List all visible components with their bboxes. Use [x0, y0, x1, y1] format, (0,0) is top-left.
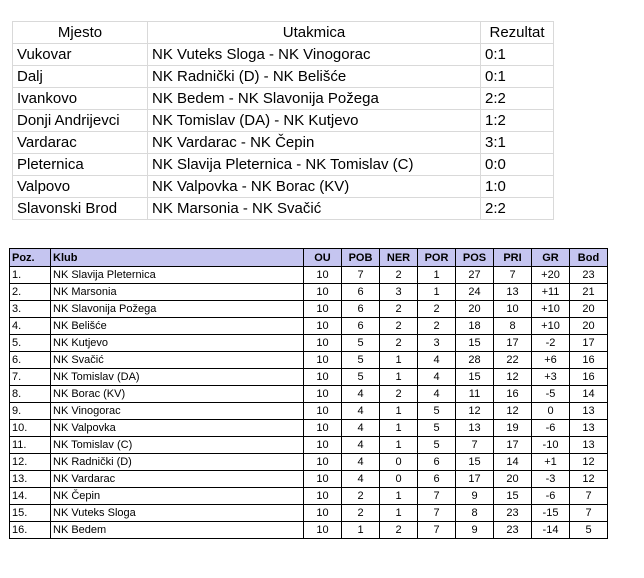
results-cell-match: NK Slavija Pleternica - NK Tomislav (C) — [148, 154, 481, 176]
standings-cell-points: 20 — [570, 301, 608, 318]
results-cell-place: Vardarac — [13, 132, 148, 154]
results-row — [13, 44, 554, 66]
standings-cell-club: NK Slavija Pleternica — [51, 267, 304, 284]
standings-cell-club: NK Vuteks Sloga — [51, 505, 304, 522]
standings-row — [10, 267, 608, 284]
standings-cell-pos: 16. — [10, 522, 51, 539]
results-cell-result: 0:1 — [481, 44, 554, 66]
standings-cell-won: 4 — [342, 403, 380, 420]
standings-cell-pos: 9. — [10, 403, 51, 420]
standings-cell-played: 10 — [304, 522, 342, 539]
standings-cell-goals-against: 7 — [494, 267, 532, 284]
standings-cell-goals-for: 20 — [456, 301, 494, 318]
standings-cell-points: 23 — [570, 267, 608, 284]
standings-cell-goal-diff: +6 — [532, 352, 570, 369]
standings-cell-won: 6 — [342, 318, 380, 335]
results-cell-result: 0:0 — [481, 154, 554, 176]
standings-cell-goal-diff: +3 — [532, 369, 570, 386]
standings-cell-pos: 11. — [10, 437, 51, 454]
results-row — [13, 198, 554, 220]
standings-header-played: OU — [304, 249, 342, 267]
standings-header-goals-for: POS — [456, 249, 494, 267]
standings-cell-won: 5 — [342, 352, 380, 369]
standings-cell-goals-for: 8 — [456, 505, 494, 522]
standings-cell-pos: 3. — [10, 301, 51, 318]
standings-row — [10, 318, 608, 335]
results-row — [13, 110, 554, 132]
standings-cell-goals-against: 23 — [494, 522, 532, 539]
standings-cell-club: NK Čepin — [51, 488, 304, 505]
standings-cell-goals-against: 16 — [494, 386, 532, 403]
standings-cell-goal-diff: -15 — [532, 505, 570, 522]
standings-row — [10, 454, 608, 471]
standings-cell-goals-against: 23 — [494, 505, 532, 522]
standings-row — [10, 335, 608, 352]
standings-cell-points: 13 — [570, 437, 608, 454]
standings-cell-pos: 5. — [10, 335, 51, 352]
standings-cell-pos: 14. — [10, 488, 51, 505]
standings-cell-pos: 2. — [10, 284, 51, 301]
standings-cell-lost: 7 — [418, 522, 456, 539]
standings-cell-won: 2 — [342, 488, 380, 505]
standings-cell-points: 21 — [570, 284, 608, 301]
standings-cell-goals-for: 28 — [456, 352, 494, 369]
standings-cell-goal-diff: +10 — [532, 318, 570, 335]
standings-row — [10, 369, 608, 386]
results-header-place: Mjesto — [13, 22, 148, 44]
standings-cell-club: NK Bedem — [51, 522, 304, 539]
results-cell-result: 2:2 — [481, 88, 554, 110]
standings-cell-pos: 4. — [10, 318, 51, 335]
standings-cell-goals-for: 9 — [456, 522, 494, 539]
standings-cell-won: 6 — [342, 301, 380, 318]
results-cell-place: Ivankovo — [13, 88, 148, 110]
results-table — [12, 21, 554, 220]
standings-cell-goal-diff: -2 — [532, 335, 570, 352]
standings-cell-club: NK Tomislav (DA) — [51, 369, 304, 386]
standings-cell-drawn: 1 — [380, 488, 418, 505]
standings-cell-goal-diff: +11 — [532, 284, 570, 301]
standings-cell-lost: 5 — [418, 403, 456, 420]
results-cell-match: NK Vardarac - NK Čepin — [148, 132, 481, 154]
results-cell-match: NK Valpovka - NK Borac (KV) — [148, 176, 481, 198]
standings-cell-lost: 5 — [418, 420, 456, 437]
standings-cell-points: 17 — [570, 335, 608, 352]
standings-cell-drawn: 1 — [380, 420, 418, 437]
standings-cell-played: 10 — [304, 318, 342, 335]
standings-cell-drawn: 2 — [380, 301, 418, 318]
standings-cell-points: 7 — [570, 505, 608, 522]
standings-cell-goals-against: 8 — [494, 318, 532, 335]
standings-cell-pos: 8. — [10, 386, 51, 403]
standings-cell-pos: 1. — [10, 267, 51, 284]
results-row — [13, 154, 554, 176]
standings-cell-goals-for: 15 — [456, 335, 494, 352]
standings-cell-played: 10 — [304, 386, 342, 403]
standings-cell-goals-against: 12 — [494, 403, 532, 420]
standings-cell-goal-diff: -14 — [532, 522, 570, 539]
standings-cell-points: 5 — [570, 522, 608, 539]
standings-cell-goal-diff: -5 — [532, 386, 570, 403]
standings-cell-won: 4 — [342, 420, 380, 437]
standings-cell-points: 16 — [570, 352, 608, 369]
standings-cell-drawn: 3 — [380, 284, 418, 301]
standings-cell-goal-diff: -6 — [532, 420, 570, 437]
results-cell-place: Slavonski Brod — [13, 198, 148, 220]
results-header-result: Rezultat — [481, 22, 554, 44]
standings-cell-goals-for: 12 — [456, 403, 494, 420]
standings-cell-goal-diff: -6 — [532, 488, 570, 505]
standings-cell-lost: 5 — [418, 437, 456, 454]
standings-header-goals-against: PRI — [494, 249, 532, 267]
standings-cell-pos: 12. — [10, 454, 51, 471]
results-cell-place: Valpovo — [13, 176, 148, 198]
standings-cell-goals-against: 13 — [494, 284, 532, 301]
standings-cell-goals-for: 9 — [456, 488, 494, 505]
standings-cell-pos: 13. — [10, 471, 51, 488]
results-cell-match: NK Marsonia - NK Svačić — [148, 198, 481, 220]
standings-cell-goals-for: 24 — [456, 284, 494, 301]
standings-cell-goals-for: 27 — [456, 267, 494, 284]
standings-cell-pos: 6. — [10, 352, 51, 369]
standings-cell-played: 10 — [304, 301, 342, 318]
standings-cell-drawn: 2 — [380, 318, 418, 335]
standings-cell-played: 10 — [304, 420, 342, 437]
standings-cell-won: 7 — [342, 267, 380, 284]
standings-cell-goal-diff: -3 — [532, 471, 570, 488]
standings-header-row — [10, 249, 608, 267]
results-cell-place: Donji Andrijevci — [13, 110, 148, 132]
standings-cell-drawn: 2 — [380, 522, 418, 539]
standings-cell-points: 7 — [570, 488, 608, 505]
standings-cell-goals-against: 22 — [494, 352, 532, 369]
standings-cell-goals-for: 15 — [456, 454, 494, 471]
standings-cell-goals-against: 20 — [494, 471, 532, 488]
standings-cell-drawn: 1 — [380, 505, 418, 522]
results-cell-place: Dalj — [13, 66, 148, 88]
standings-cell-points: 12 — [570, 471, 608, 488]
standings-cell-played: 10 — [304, 505, 342, 522]
standings-header-drawn: NER — [380, 249, 418, 267]
standings-cell-club: NK Kutjevo — [51, 335, 304, 352]
results-cell-place: Pleternica — [13, 154, 148, 176]
standings-cell-played: 10 — [304, 471, 342, 488]
standings-cell-lost: 4 — [418, 352, 456, 369]
standings-cell-played: 10 — [304, 403, 342, 420]
standings-cell-club: NK Svačić — [51, 352, 304, 369]
standings-cell-won: 4 — [342, 386, 380, 403]
standings-cell-goal-diff: -10 — [532, 437, 570, 454]
results-row — [13, 132, 554, 154]
standings-cell-goal-diff: +10 — [532, 301, 570, 318]
standings-cell-played: 10 — [304, 437, 342, 454]
results-cell-match: NK Radnički (D) - NK Belišće — [148, 66, 481, 88]
standings-cell-drawn: 2 — [380, 335, 418, 352]
standings-cell-goals-for: 11 — [456, 386, 494, 403]
standings-row — [10, 403, 608, 420]
standings-cell-goals-against: 14 — [494, 454, 532, 471]
standings-cell-drawn: 1 — [380, 403, 418, 420]
standings-header-club: Klub — [51, 249, 304, 267]
standings-cell-drawn: 1 — [380, 437, 418, 454]
results-row — [13, 176, 554, 198]
standings-cell-club: NK Valpovka — [51, 420, 304, 437]
standings-cell-club: NK Vardarac — [51, 471, 304, 488]
standings-row — [10, 505, 608, 522]
standings-cell-lost: 4 — [418, 386, 456, 403]
standings-cell-goal-diff: +1 — [532, 454, 570, 471]
standings-cell-played: 10 — [304, 335, 342, 352]
standings-row — [10, 471, 608, 488]
results-cell-match: NK Vuteks Sloga - NK Vinogorac — [148, 44, 481, 66]
standings-cell-won: 2 — [342, 505, 380, 522]
standings-cell-goals-for: 17 — [456, 471, 494, 488]
standings-cell-lost: 7 — [418, 505, 456, 522]
standings-header-points: Bod — [570, 249, 608, 267]
standings-cell-goals-against: 12 — [494, 369, 532, 386]
standings-cell-drawn: 1 — [380, 352, 418, 369]
standings-cell-played: 10 — [304, 267, 342, 284]
standings-header-lost: POR — [418, 249, 456, 267]
standings-cell-goals-against: 17 — [494, 437, 532, 454]
results-cell-result: 0:1 — [481, 66, 554, 88]
standings-cell-pos: 15. — [10, 505, 51, 522]
standings-cell-drawn: 0 — [380, 454, 418, 471]
standings-cell-drawn: 0 — [380, 471, 418, 488]
standings-cell-lost: 2 — [418, 301, 456, 318]
standings-row — [10, 488, 608, 505]
results-cell-result: 3:1 — [481, 132, 554, 154]
standings-cell-lost: 1 — [418, 267, 456, 284]
standings-cell-goals-against: 19 — [494, 420, 532, 437]
standings-cell-won: 5 — [342, 335, 380, 352]
standings-cell-club: NK Tomislav (C) — [51, 437, 304, 454]
standings-cell-drawn: 1 — [380, 369, 418, 386]
standings-cell-goal-diff: 0 — [532, 403, 570, 420]
standings-row — [10, 386, 608, 403]
standings-cell-won: 1 — [342, 522, 380, 539]
standings-cell-goals-against: 10 — [494, 301, 532, 318]
standings-row — [10, 352, 608, 369]
standings-cell-drawn: 2 — [380, 386, 418, 403]
results-header-row — [13, 22, 554, 44]
standings-row — [10, 284, 608, 301]
standings-cell-club: NK Vinogorac — [51, 403, 304, 420]
results-header-match: Utakmica — [148, 22, 481, 44]
standings-cell-goals-against: 17 — [494, 335, 532, 352]
standings-cell-goals-for: 18 — [456, 318, 494, 335]
standings-cell-points: 14 — [570, 386, 608, 403]
standings-cell-club: NK Marsonia — [51, 284, 304, 301]
standings-cell-points: 13 — [570, 420, 608, 437]
standings-header-goal-diff: GR — [532, 249, 570, 267]
standings-cell-pos: 7. — [10, 369, 51, 386]
standings-cell-won: 5 — [342, 369, 380, 386]
standings-cell-won: 4 — [342, 471, 380, 488]
standings-cell-played: 10 — [304, 284, 342, 301]
standings-cell-club: NK Radnički (D) — [51, 454, 304, 471]
standings-cell-goals-for: 7 — [456, 437, 494, 454]
standings-table — [9, 248, 608, 539]
standings-cell-won: 6 — [342, 284, 380, 301]
standings-cell-goals-against: 15 — [494, 488, 532, 505]
results-row — [13, 66, 554, 88]
standings-cell-played: 10 — [304, 369, 342, 386]
standings-row — [10, 437, 608, 454]
standings-header-won: POB — [342, 249, 380, 267]
standings-cell-goals-for: 15 — [456, 369, 494, 386]
standings-cell-won: 4 — [342, 437, 380, 454]
standings-cell-lost: 2 — [418, 318, 456, 335]
standings-cell-club: NK Borac (KV) — [51, 386, 304, 403]
standings-cell-lost: 7 — [418, 488, 456, 505]
standings-cell-lost: 1 — [418, 284, 456, 301]
standings-cell-lost: 4 — [418, 369, 456, 386]
standings-cell-points: 12 — [570, 454, 608, 471]
standings-cell-goals-for: 13 — [456, 420, 494, 437]
standings-row — [10, 301, 608, 318]
standings-cell-pos: 10. — [10, 420, 51, 437]
standings-cell-played: 10 — [304, 454, 342, 471]
standings-cell-lost: 6 — [418, 454, 456, 471]
results-cell-match: NK Bedem - NK Slavonija Požega — [148, 88, 481, 110]
results-row — [13, 88, 554, 110]
results-cell-place: Vukovar — [13, 44, 148, 66]
standings-cell-lost: 3 — [418, 335, 456, 352]
results-cell-result: 1:0 — [481, 176, 554, 198]
standings-cell-lost: 6 — [418, 471, 456, 488]
standings-cell-points: 13 — [570, 403, 608, 420]
standings-cell-points: 20 — [570, 318, 608, 335]
standings-cell-club: NK Slavonija Požega — [51, 301, 304, 318]
standings-cell-played: 10 — [304, 352, 342, 369]
standings-cell-points: 16 — [570, 369, 608, 386]
standings-header-pos: Poz. — [10, 249, 51, 267]
standings-row — [10, 522, 608, 539]
standings-row — [10, 420, 608, 437]
standings-cell-played: 10 — [304, 488, 342, 505]
standings-cell-club: NK Belišće — [51, 318, 304, 335]
standings-cell-won: 4 — [342, 454, 380, 471]
results-cell-match: NK Tomislav (DA) - NK Kutjevo — [148, 110, 481, 132]
standings-cell-drawn: 2 — [380, 267, 418, 284]
results-cell-result: 2:2 — [481, 198, 554, 220]
results-cell-result: 1:2 — [481, 110, 554, 132]
standings-cell-goal-diff: +20 — [532, 267, 570, 284]
